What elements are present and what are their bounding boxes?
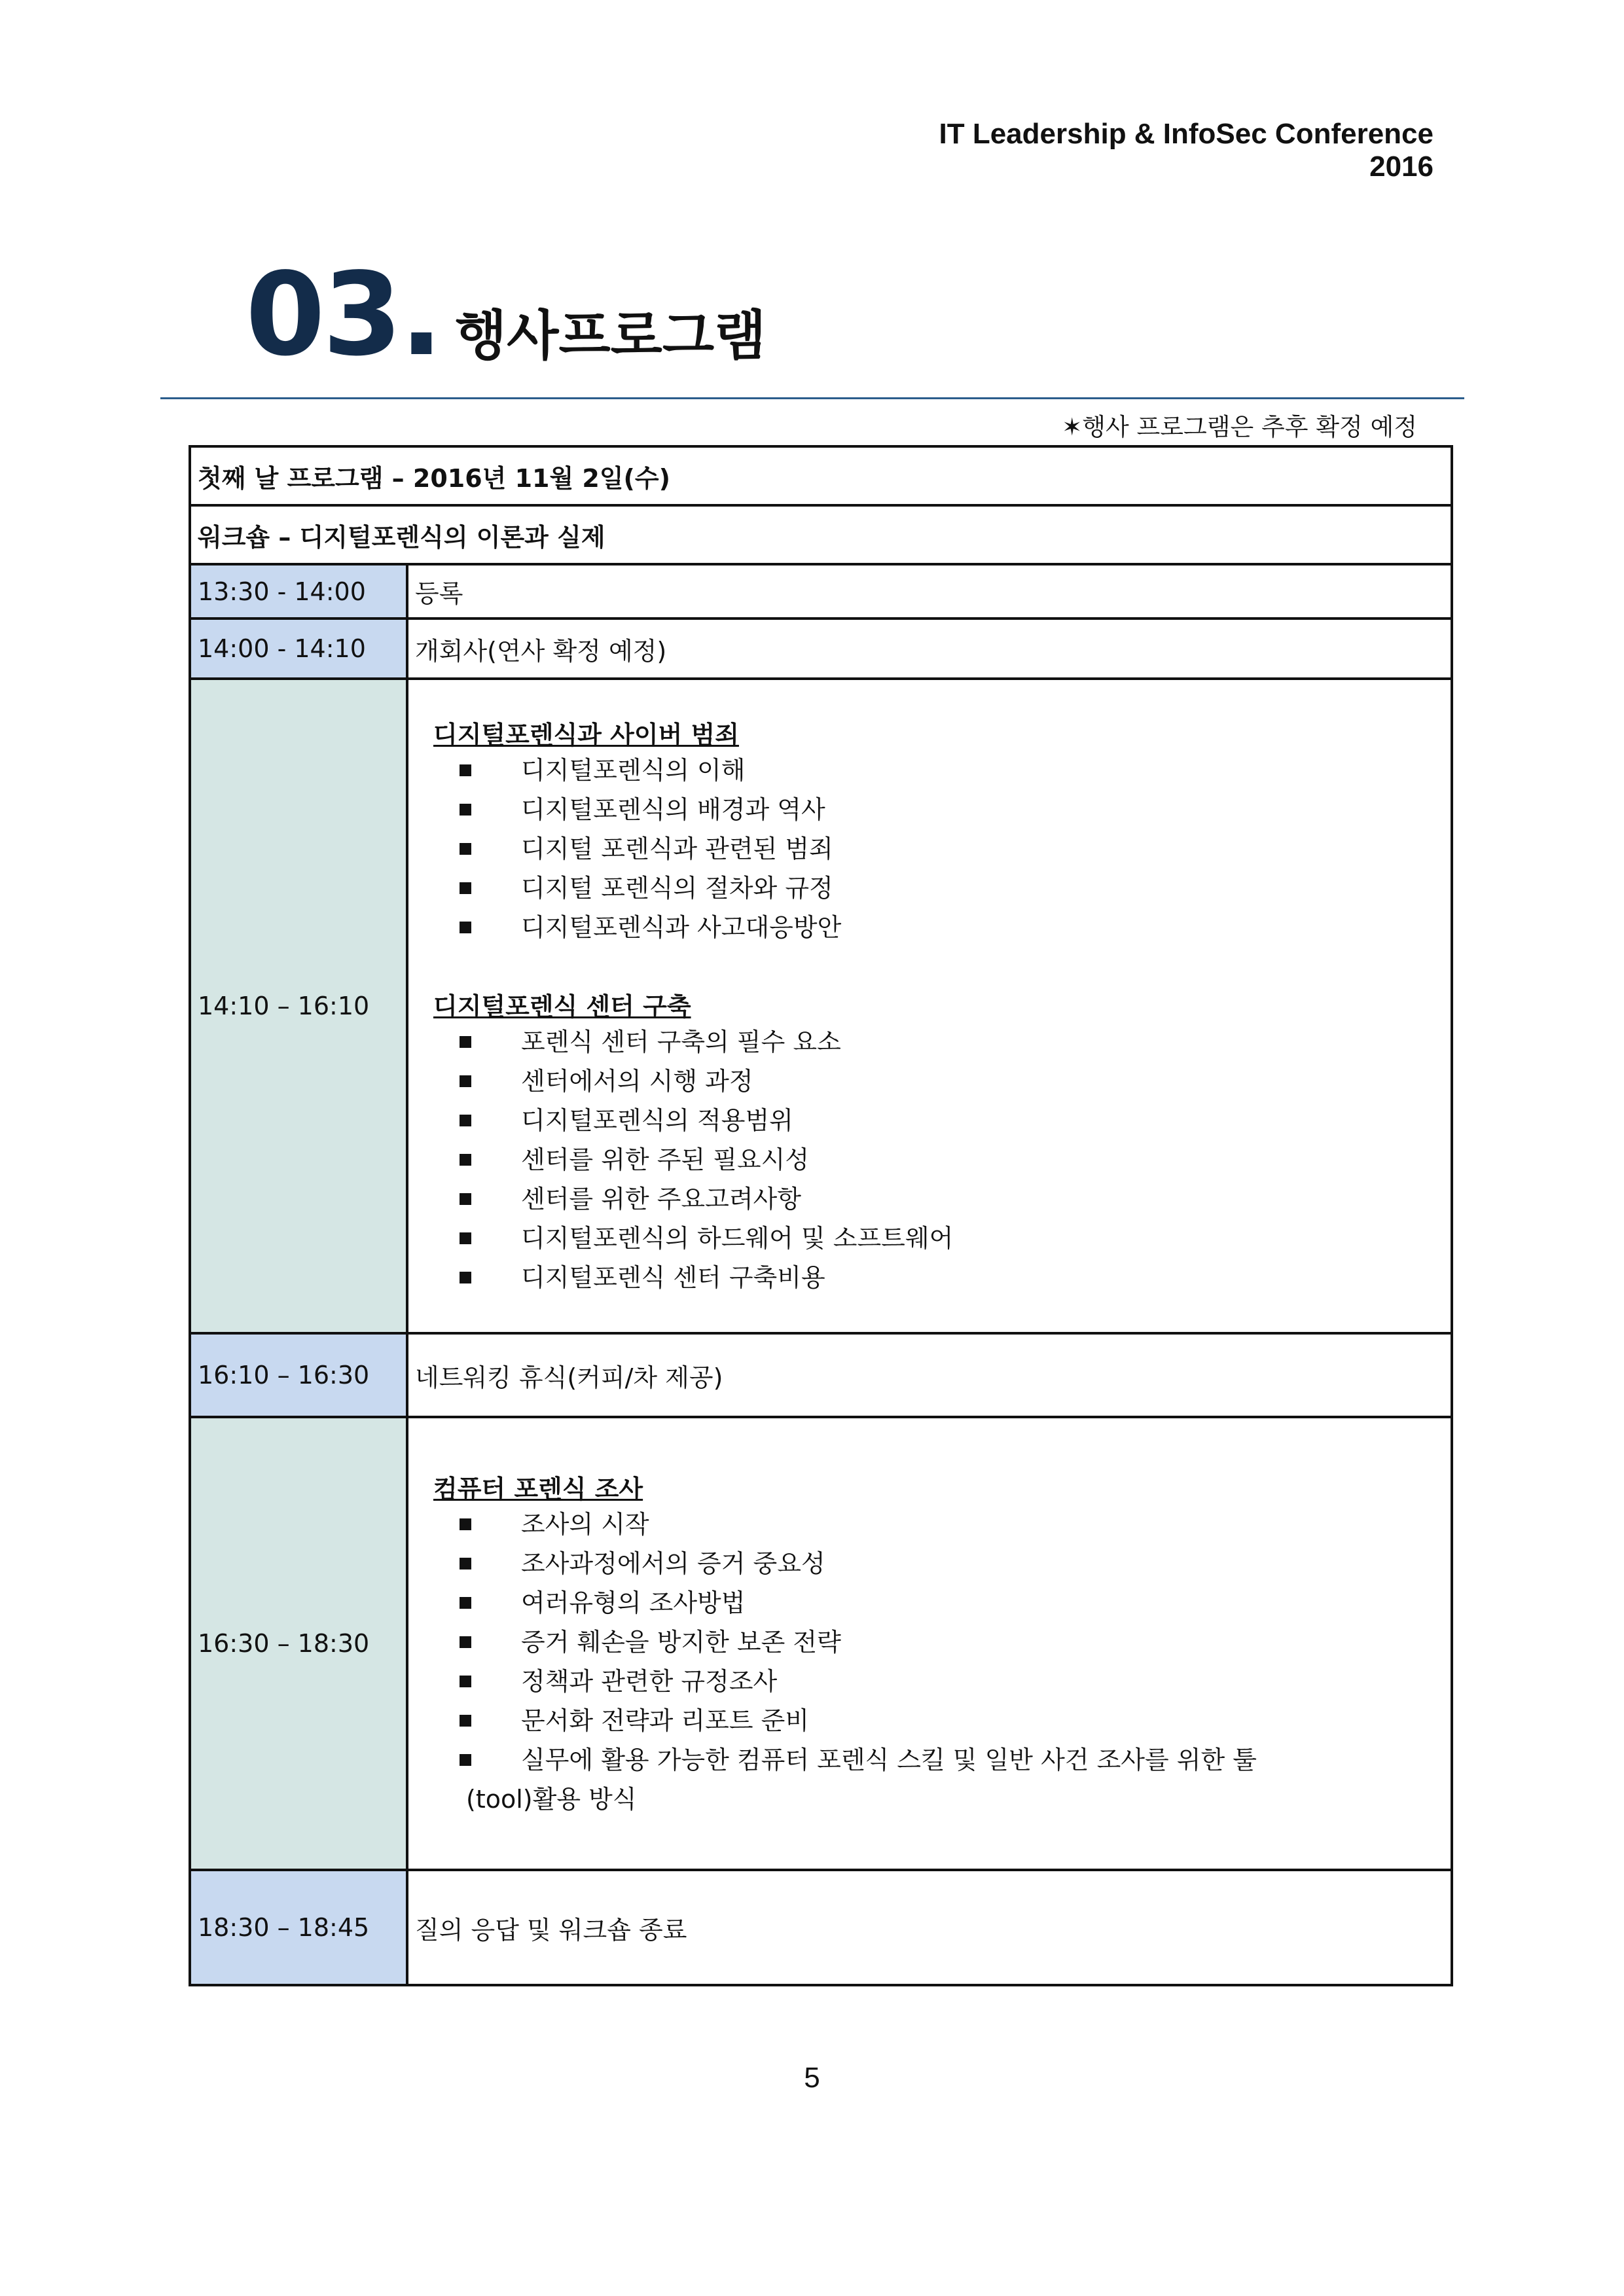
list-item: 디지털 포렌식과 관련된 범죄 xyxy=(415,829,1444,869)
content-cell: 개회사(연사 확정 예정) xyxy=(407,619,1452,679)
section-number: 03. xyxy=(245,249,441,382)
schedule-row xyxy=(190,1333,1452,1417)
schedule-row xyxy=(190,679,1452,1333)
list-item: 디지털포렌식의 배경과 역사 xyxy=(415,790,1444,829)
topic-list xyxy=(415,751,1444,947)
list-item: 실무에 활용 가능한 컴퓨터 포렌식 스킬 및 일반 사건 조사를 위한 툴 xyxy=(415,1740,1444,1780)
content-cell xyxy=(407,679,1452,1333)
content-cell xyxy=(407,1417,1452,1870)
time-cell: 14:10 – 16:10 xyxy=(190,679,407,1333)
section-title: 행사프로그램 xyxy=(455,305,767,367)
list-item: 포렌식 센터 구축의 필수 요소 xyxy=(415,1022,1444,1062)
list-item-continuation: (tool)활용 방식 xyxy=(466,1784,637,1814)
list-item: 디지털포렌식의 적용범위 xyxy=(415,1101,1444,1140)
list-item: 디지털포렌식 센터 구축비용 xyxy=(415,1258,1444,1297)
list-item: 문서화 전략과 리포트 준비 xyxy=(415,1701,1444,1740)
page-number: 5 xyxy=(804,2062,820,2094)
section-heading xyxy=(245,249,766,382)
time-cell: 14:00 - 14:10 xyxy=(190,619,407,679)
schedule-row xyxy=(190,619,1452,679)
list-item: 정책과 관련한 규정조사 xyxy=(415,1662,1444,1701)
day-header-row xyxy=(190,446,1452,505)
program-table xyxy=(189,445,1453,1986)
list-item: 센터를 위한 주요고려사항 xyxy=(415,1179,1444,1219)
time-cell: 13:30 - 14:00 xyxy=(190,564,407,619)
workshop-header-row xyxy=(190,505,1452,564)
time-cell: 16:30 – 18:30 xyxy=(190,1417,407,1870)
content-cell: 네트워킹 휴식(커피/차 제공) xyxy=(407,1333,1452,1417)
list-item: 증거 훼손을 방지한 보존 전략 xyxy=(415,1623,1444,1662)
block-title: 디지털포렌식 센터 구축 xyxy=(433,992,691,1021)
schedule-note: ✶행사 프로그램은 추후 확정 예정 xyxy=(1062,413,1417,441)
list-item: 디지털포렌식과 사고대응방안 xyxy=(415,908,1444,947)
time-cell: 16:10 – 16:30 xyxy=(190,1333,407,1417)
time-cell: 18:30 – 18:45 xyxy=(190,1870,407,1985)
list-item: 센터를 위한 주된 필요시성 xyxy=(415,1140,1444,1179)
content-cell: 질의 응답 및 워크숍 종료 xyxy=(407,1870,1452,1985)
content-cell: 등록 xyxy=(407,564,1452,619)
block-title: 디지털포렌식과 사이버 범죄 xyxy=(433,721,739,749)
workshop-title: 워크숍 – 디지털포렌식의 이론과 실제 xyxy=(190,505,1452,564)
list-item: 디지털포렌식의 이해 xyxy=(415,751,1444,790)
list-item: 디지털포렌식의 하드웨어 및 소프트웨어 xyxy=(415,1219,1444,1258)
list-item: 조사과정에서의 증거 중요성 xyxy=(415,1544,1444,1583)
list-item: 조사의 시작 xyxy=(415,1505,1444,1544)
topic-list xyxy=(415,1022,1444,1297)
list-item: 디지털 포렌식의 절차와 규정 xyxy=(415,869,1444,908)
topic-list xyxy=(415,1505,1444,1780)
schedule-row xyxy=(190,1870,1452,1985)
block-title: 컴퓨터 포렌식 조사 xyxy=(433,1474,643,1503)
conference-title: IT Leadership & InfoSec Conference 2016 xyxy=(939,118,1434,183)
schedule-row xyxy=(190,1417,1452,1870)
schedule-row xyxy=(190,564,1452,619)
day-title: 첫째 날 프로그램 – 2016년 11월 2일(수) xyxy=(190,446,1452,505)
heading-divider xyxy=(160,397,1464,399)
list-item: 센터에서의 시행 과정 xyxy=(415,1062,1444,1101)
list-item: 여러유형의 조사방법 xyxy=(415,1583,1444,1623)
